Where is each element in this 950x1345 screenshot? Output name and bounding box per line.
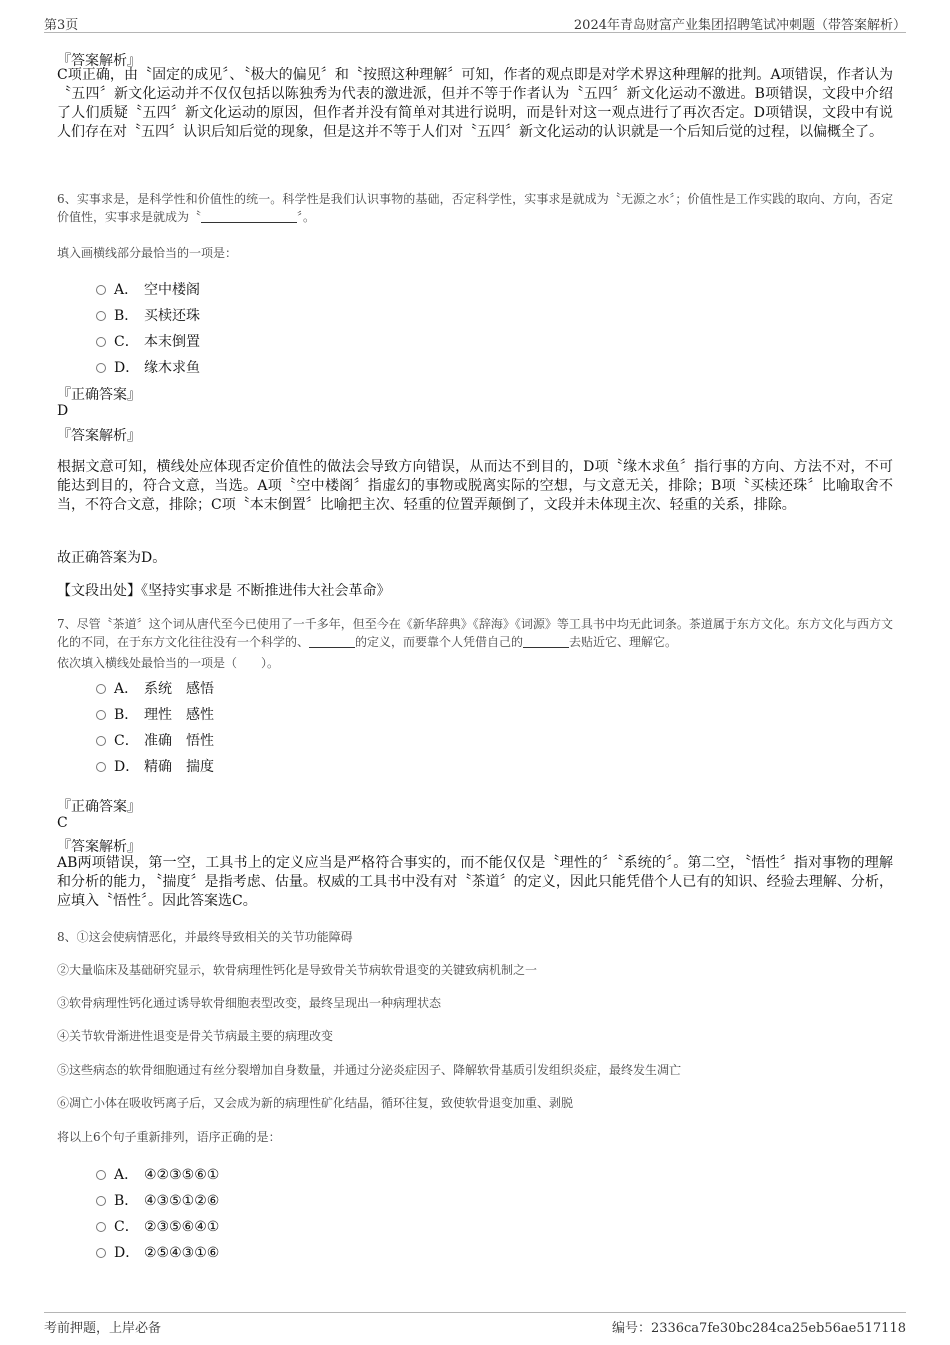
q8-sentence-5: ⑤这些病态的软骨细胞通过有丝分裂增加自身数量，并通过分泌炎症因子、降解软骨基质引发组织炎症，最终发生凋亡 [57,1063,682,1077]
radio-icon[interactable] [96,1222,106,1232]
q7-stem-b: 的定义，而要靠个人凭借自己的 [355,635,524,649]
q7-answer: C [57,815,68,831]
q6-source: 【文段出处】《坚持实事求是 不断推进伟大社会革命》 [57,583,391,599]
q6-blank [201,210,297,223]
q8-sentence-6: ⑥凋亡小体在吸收钙离子后，又会成为新的病理性矿化结晶，循环往复，致使软骨退变加重、剥脱 [57,1096,574,1110]
q6-analysis: 根据文意可知，横线处应体现否定价值性的做法会导致方向错误，从而达不到目的，D项〝缘木求鱼〞指行事的方向、方法不对，不可能达到目的，符合文意，当选。A项〝空中楼阁〞指虚幻的事物或脱离实际的空想，与文意无关，排除；B项〝买椟还珠〞比喻取舍不当，不符合文意，排除；C项〝本末倒置〞比喻把主次、轻重的位置弄颠倒了，文段并未体现主次、轻重的关系，排除。 [57,459,893,513]
radio-icon[interactable] [96,1248,106,1258]
page-footer [44,1312,906,1337]
radio-icon[interactable] [96,762,106,772]
radio-icon[interactable] [96,684,106,694]
q6-answer: D [57,403,69,419]
radio-icon[interactable] [96,337,106,347]
q8-option-a[interactable]: A． ④②③⑤⑥① [96,1164,219,1184]
q6-answer-label: 『正确答案』 [57,387,141,403]
q6-option-d[interactable]: D． 缘木求鱼 [96,357,200,377]
q7-blank-2 [523,635,569,648]
q5-analysis-label: 『答案解析』 [57,53,141,69]
q7-stem-c: 去贴近它、理解它。 [569,635,678,649]
radio-icon[interactable] [96,1196,106,1206]
q8-option-c[interactable]: C． ②③⑤⑥④① [96,1216,219,1236]
q8-sentence-2: ②大量临床及基础研究显示，软骨病理性钙化是导致骨关节病软骨退变的关键致病机制之一 [57,963,538,977]
q7-analysis: AB两项错误，第一空，工具书上的定义应当是严格符合事实的，而不能仅仅是〝理性的〞〝系统的〞。第二空，〝悟性〞指对事物的理解和分析的能力，〝揣度〞是指考虑、估量。权威的工具书中没有对〝茶道〞的定义，因此只能凭借个人已有的知识、经验去理解、分析，应填入〝悟性〞。因此答案选C。 [57,855,893,909]
q8-prompt: 将以上6个句子重新排列，语序正确的是： [57,1130,281,1144]
q8-sentence-1: 8、①这会使病情恶化，并最终导致相关的关节功能障碍 [57,930,353,944]
radio-icon[interactable] [96,1170,106,1180]
q7-analysis-label: 『答案解析』 [57,839,141,855]
document-id: 编号：2336ca7fe30bc284ca25eb56ae517118 [611,1321,906,1336]
q6-option-b[interactable]: B． 买椟还珠 [96,305,200,325]
q6-prompt: 填入画横线部分最恰当的一项是： [57,246,238,260]
q6-stem-a: 6、实事求是，是科学性和价值性的统一。科学性是我们认识事物的基础，否定科学性，实事求是就成为〝无源之水〞；价值性是工作实践的取向、方向，否定价值性，实事求是就成为〝 [57,192,893,224]
q7-answer-label: 『正确答案』 [57,799,141,815]
q6-analysis-label: 『答案解析』 [57,428,141,444]
q8-sentence-3: ③软骨病理性钙化通过诱导软骨细胞表型改变，最终呈现出一种病理状态 [57,996,442,1010]
q7-prompt: 依次填入横线处最恰当的一项是（ ）。 [57,656,280,670]
q8-sentence-4: ④关节软骨渐进性退变是骨关节病最主要的病理改变 [57,1029,334,1043]
q7-option-a[interactable]: A． 系统 感悟 [96,678,214,698]
q7-blank-1 [309,635,355,648]
radio-icon[interactable] [96,710,106,720]
q7-stem-a: 7、尽管〝茶道〞这个词从唐代至今已使用了一千多年，但至今在《新华辞典》《辞海》《词源》等工具书中均无此词条。茶道属于东方文化。东方文化与西方文化的不同，在于东方文化往往没有一个科学的、 [57,617,893,649]
page-number: 第3页 [44,18,79,33]
radio-icon[interactable] [96,363,106,373]
q8-option-d[interactable]: D． ②⑤④③①⑥ [96,1242,219,1262]
radio-icon[interactable] [96,736,106,746]
q6-stem-b: 〞。 [297,210,316,224]
document-title: 2024年青岛财富产业集团招聘笔试冲刺题（带答案解析） [573,18,906,33]
q7-option-d[interactable]: D． 精确 揣度 [96,756,214,776]
page-header [44,12,906,33]
q5-analysis: C项正确，由〝固定的成见〞、〝极大的偏见〞和〝按照这种理解〞可知，作者的观点即是对学术界这种理解的批判。A项错误，作者认为〝五四〞新文化运动并不仅仅包括以陈独秀为代表的激进派，但并不等于作者认为〝五四〞新文化运动不激进。B项错误，文段中介绍了人们质疑〝五四〞新文化运动的原因，但作者并没有简单对其进行说明，而是针对这一观点进行了再次否定。D项错误，文段中有说人们存在对〝五四〞认识后知后觉的现象，但是这并不等于人们对〝五四〞新文化运动的认识就是一个后知后觉的过程，以偏概全了。 [57,67,893,140]
q8-option-b[interactable]: B． ④③⑤①②⑥ [96,1190,219,1210]
q7-option-b[interactable]: B． 理性 感性 [96,704,214,724]
radio-icon[interactable] [96,285,106,295]
radio-icon[interactable] [96,311,106,321]
q6-stem [57,190,893,226]
q6-option-a[interactable]: A． 空中楼阁 [96,279,200,299]
q7-stem [57,615,893,651]
footer-slogan: 考前押题，上岸必备 [44,1321,162,1336]
q6-option-c[interactable]: C． 本末倒置 [96,331,200,351]
q6-conclusion: 故正确答案为D。 [57,550,167,566]
q7-option-c[interactable]: C． 准确 悟性 [96,730,214,750]
